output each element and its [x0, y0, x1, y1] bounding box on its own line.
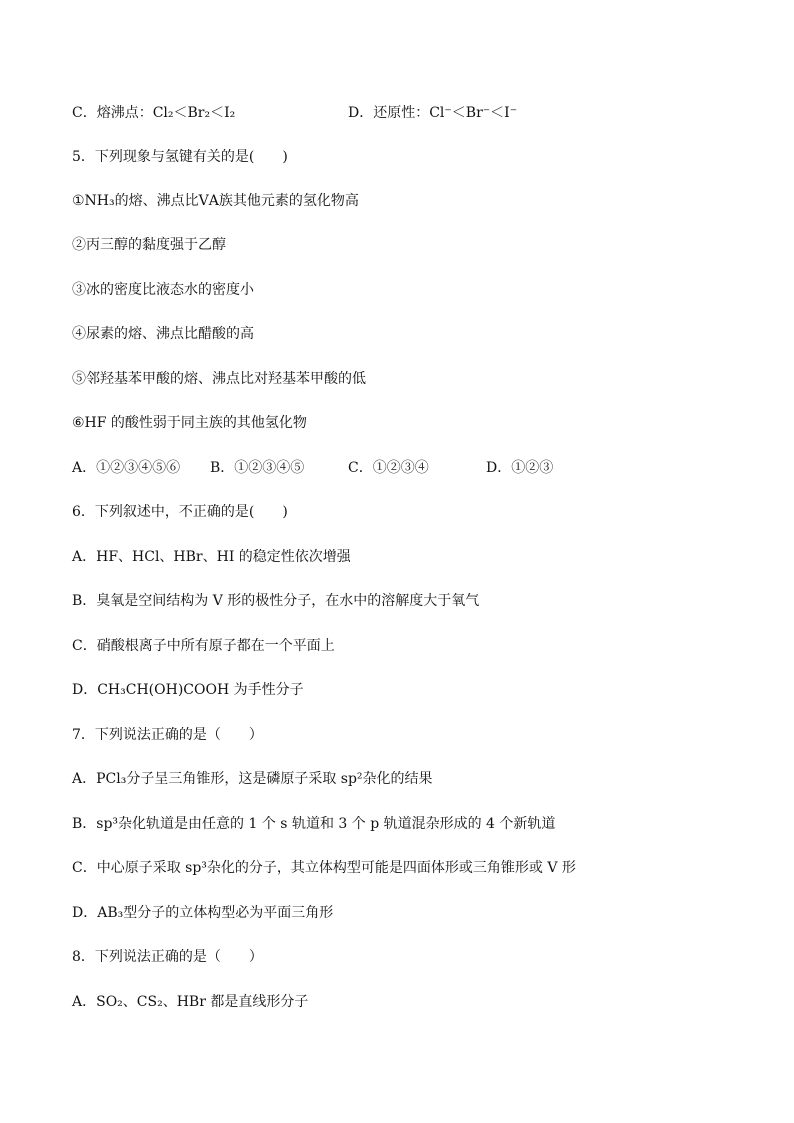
- question-5-stem: 5．下列现象与氢键有关的是( ): [72, 149, 288, 165]
- question-7-option-b: B．sp³杂化轨道是由任意的 1 个 s 轨道和 3 个 p 轨道混杂形成的 4 个新轨道: [72, 816, 556, 832]
- question-5-item-2: ②丙三醇的黏度强于乙醇: [72, 237, 226, 253]
- question-7-option-a: A．PCl₃分子呈三角锥形，这是磷原子采取 sp²杂化的结果: [72, 771, 433, 787]
- option-c-melting-point: C．熔沸点：Cl₂＜Br₂＜I₂: [72, 105, 236, 121]
- question-5-option-c: C．①②③④: [348, 460, 429, 476]
- question-7-option-c: C．中心原子采取 sp³杂化的分子，其立体构型可能是四面体形或三角锥形或 V 形: [72, 860, 576, 876]
- question-5-item-3: ③冰的密度比液态水的密度小: [72, 282, 254, 298]
- question-6-option-d: D．CH₃CH(OH)COOH 为手性分子: [72, 682, 304, 698]
- question-7-option-d: D．AB₃型分子的立体构型必为平面三角形: [72, 905, 334, 921]
- question-5-option-d: D．①②③: [486, 460, 554, 476]
- question-5-option-a: A．①②③④⑤⑥: [72, 460, 181, 476]
- question-6-option-b: B．臭氧是空间结构为 V 形的极性分子，在水中的溶解度大于氧气: [72, 593, 480, 609]
- question-6-stem: 6．下列叙述中，不正确的是( ): [72, 504, 288, 520]
- question-6-option-a: A．HF、HCl、HBr、HI 的稳定性依次增强: [72, 549, 351, 565]
- question-5-option-b: B．①②③④⑤: [210, 460, 305, 476]
- question-5-item-6: ⑥HF 的酸性弱于同主族的其他氢化物: [72, 415, 307, 431]
- question-5-item-5: ⑤邻羟基苯甲酸的熔、沸点比对羟基苯甲酸的低: [72, 371, 366, 387]
- question-5-item-4: ④尿素的熔、沸点比醋酸的高: [72, 326, 254, 342]
- question-8-stem: 8．下列说法正确的是（ ）: [72, 949, 263, 965]
- question-8-option-a: A．SO₂、CS₂、HBr 都是直线形分子: [72, 994, 309, 1010]
- question-7-stem: 7．下列说法正确的是（ ）: [72, 727, 263, 743]
- option-d-reducibility: D．还原性：Cl⁻＜Br⁻＜I⁻: [348, 105, 518, 121]
- question-5-item-1: ①NH₃的熔、沸点比ⅤA族其他元素的氢化物高: [72, 193, 359, 209]
- question-6-option-c: C．硝酸根离子中所有原子都在一个平面上: [72, 638, 335, 654]
